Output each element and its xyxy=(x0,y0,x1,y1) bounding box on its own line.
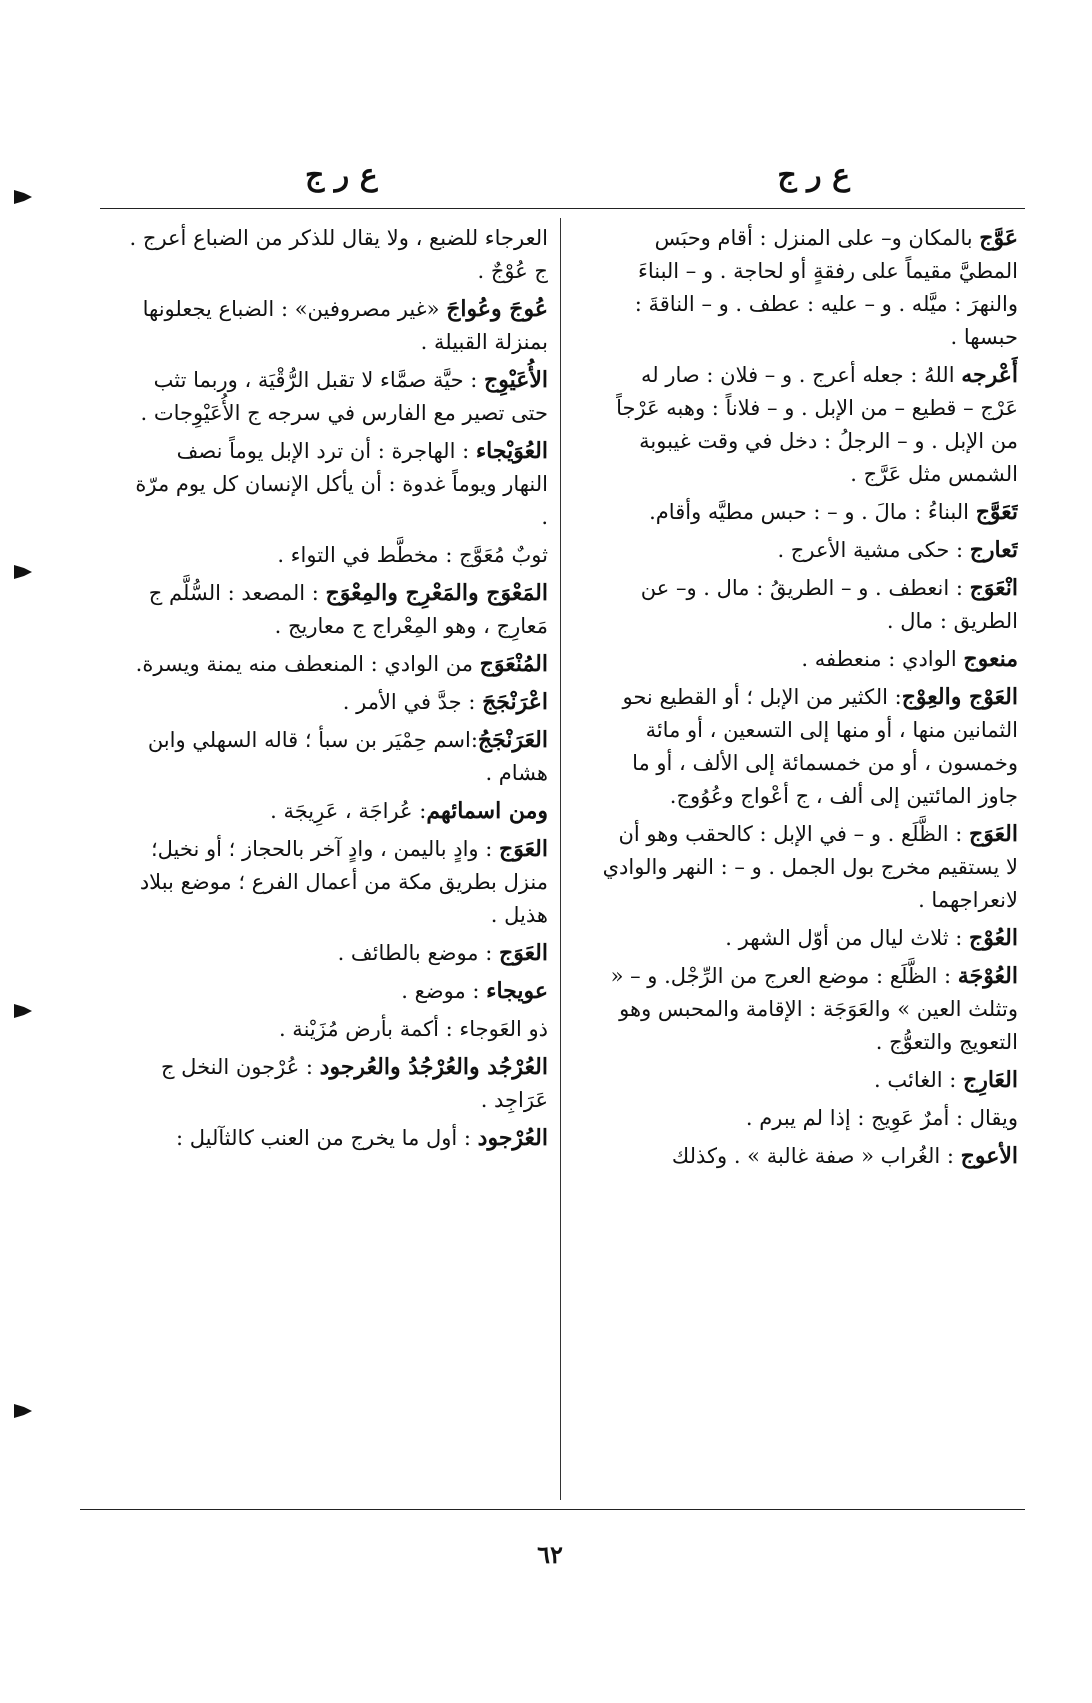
entry-definition: : الغائب . xyxy=(874,1068,964,1092)
dictionary-entry xyxy=(98,222,548,288)
entry-headword: العَرَنْجَجُ xyxy=(477,727,548,753)
entry-definition: العرجاء للضبع ، ولا يقال للذكر من الضباع أعرج . ج عُوْجٌ . xyxy=(129,226,548,283)
entry-definition: : ثلاث ليال من أوّل الشهر . xyxy=(725,926,969,950)
entry-headword: عُوجَ وعُواجَ xyxy=(446,296,548,322)
dictionary-entry xyxy=(572,643,1018,676)
entry-headword: انْعَوَج xyxy=(969,575,1018,601)
dictionary-entry xyxy=(98,1013,548,1046)
margin-mark-icon xyxy=(14,565,32,579)
entry-headword: العَوَج xyxy=(499,836,548,862)
dictionary-entry xyxy=(572,534,1018,567)
entry-definition: بالمكان و– على المنزل : أقام وحبَس المطيَّ مقيماً على رفقةٍ أو لحاجة . و – البناءَ والنهرَ : ميَّله . و – عليه : عطف . و – الناقةَ : حبسها . xyxy=(634,226,1018,349)
page-header xyxy=(95,158,1030,198)
entry-headword: العُوْجَة xyxy=(957,963,1018,989)
entry-definition: : المصعد : السُّلَّم ج مَعارِج ، وهو المِعْراج ج معاريج . xyxy=(148,581,548,638)
dictionary-entry xyxy=(572,960,1018,1059)
entry-headword: عويجاء xyxy=(486,978,548,1004)
dictionary-entry xyxy=(98,975,548,1008)
dictionary-entry xyxy=(98,686,548,719)
entry-definition: : حكى مشية الأعرج . xyxy=(777,538,970,562)
dictionary-entry xyxy=(572,496,1018,529)
entry-definition: ثوبٌ مُعَوَّج : مخطَّط في التواء . xyxy=(277,543,548,567)
entry-definition: : انعطف . و – الطريقُ : مال . و– عن الطريق : مال . xyxy=(640,576,1018,633)
entry-definition: : موضع بالطائف . xyxy=(337,941,499,965)
entry-headword: عَوَّج xyxy=(979,225,1018,251)
page-number: ٦٢ xyxy=(537,1540,563,1569)
dictionary-entry xyxy=(98,1122,548,1155)
dictionary-entry xyxy=(98,724,548,790)
margin-mark-icon xyxy=(14,1404,32,1418)
dictionary-entry xyxy=(98,577,548,643)
entry-definition: : الكثير من الإبل ؛ أو القطيع نحو الثمانين منها ، أو منها إلى التسعين ، أو مائة وخمسون ، أو من خمسمائة إلى الألف ، أو ما جاوز المائتين إلى ألف ، ج أعْواج وعُوُوج. xyxy=(622,685,1018,808)
entry-headword: المُنْعَوَج xyxy=(479,651,548,677)
header-right-letters: ع ر ج xyxy=(777,158,850,193)
dictionary-entry xyxy=(572,1140,1018,1173)
entry-definition: : الهاجرة : أن ترد الإبل يوماً نصف النهار ويوماً غدوة : أن يأكل الإنسان كل يوم مرّة . xyxy=(135,439,548,529)
entry-headword: العُرْجُد والعُرْجُدُ والعُرجود xyxy=(319,1054,548,1080)
entry-definition: : الغُراب « صفة غالبة » . وكذلك xyxy=(671,1144,961,1168)
entry-headword: منعوج xyxy=(963,646,1018,672)
dictionary-entry xyxy=(98,795,548,828)
entry-definition: : أول ما يخرج من العنب كالثآليل : xyxy=(175,1126,478,1150)
entry-headword: أَعْرجه xyxy=(961,362,1018,388)
dictionary-entry xyxy=(98,539,548,572)
margin-mark-icon xyxy=(14,190,32,204)
header-left-letters: ع ر ج xyxy=(305,158,378,193)
entry-definition: من الوادي : المنعطف منه يمنة ويسرة. xyxy=(135,652,480,676)
column-divider xyxy=(560,218,561,1500)
dictionary-entry xyxy=(98,648,548,681)
dictionary-entry xyxy=(98,364,548,430)
entry-definition: الوادي : منعطفه . xyxy=(801,647,964,671)
entry-headword: العَوَج xyxy=(969,821,1018,847)
dictionary-entry xyxy=(572,1102,1018,1135)
entry-definition: : الظَّلَع . و – في الإبل : كالحقب وهو أن لا يستقيم مخرج بول الجمل . و – : النهر والوادي لانعراجهما . xyxy=(602,822,1018,912)
dictionary-entry xyxy=(572,818,1018,917)
entry-definition: : جدَّ في الأمر . xyxy=(342,690,483,714)
dictionary-entry xyxy=(572,359,1018,491)
dictionary-entry xyxy=(98,937,548,970)
entry-headword: اعْرَنْجَجَ xyxy=(482,689,548,715)
entry-definition: :اسم حِمْيَر بن سبأ ؛ قاله السهلي وابن هشام . xyxy=(147,728,548,785)
left-column xyxy=(98,222,548,1502)
dictionary-entry xyxy=(572,1064,1018,1097)
dictionary-entry xyxy=(98,1051,548,1117)
entry-headword: العُوْج xyxy=(969,925,1018,951)
dictionary-entry xyxy=(98,435,548,534)
entry-headword: العُرْجود xyxy=(477,1125,548,1151)
entry-headword: تَعارج xyxy=(969,537,1018,563)
entry-definition: ويقال : أمرٌ عَوِيج : إذا لم يبرم . xyxy=(745,1106,1018,1130)
dictionary-entry xyxy=(98,293,548,359)
dictionary-entry xyxy=(572,572,1018,638)
dictionary-entry xyxy=(572,922,1018,955)
entry-definition: : الظَّلَع : موضع العرج من الرِّجْل. و – « وتثلث العين » والعَوَجَة : الإقامة والمحبس وهو التعويج والتعوُّج . xyxy=(610,964,1018,1054)
entry-headword: تَعَوَّج xyxy=(975,499,1018,525)
entry-definition: : حيَّة صمَّاء لا تقبل الرُّقْيَة ، وربما تثب حتى تصير مع الفارس في سرجه ج الأُعَيْوِجات . xyxy=(140,368,548,425)
dictionary-entry xyxy=(572,222,1018,354)
top-rule xyxy=(100,208,1025,209)
entry-headword: الأعوج xyxy=(960,1143,1018,1169)
entry-headword: العَوْج والعِوْج xyxy=(901,684,1018,710)
dictionary-entry xyxy=(572,681,1018,813)
dictionary-entry xyxy=(98,833,548,932)
entry-definition: ذو العَوجاء : أكمة بأرض مُزَيْنة . xyxy=(278,1017,548,1041)
entry-definition: : عُرْجون النخل ج عَرَاجِد . xyxy=(160,1055,548,1112)
entry-headword: ومن اسمائهم xyxy=(426,798,548,824)
entry-definition: : وادٍ باليمن ، وادٍ آخر بالحجاز ؛ أو نخيل؛منزل بطريق مكة من أعمال الفرع ؛ موضع ببلاد هذيل . xyxy=(139,837,548,927)
entry-definition: : عُراجَة ، عَرِيجَة . xyxy=(270,799,427,823)
right-column xyxy=(572,222,1018,1502)
entry-headword: الأُعَيْوِج xyxy=(484,367,548,393)
entry-headword: العَارِج xyxy=(963,1067,1018,1093)
entry-headword: المَعْوَج والمَعْرِج والمِعْوَج xyxy=(325,580,548,606)
entry-definition: «غير مصروفين» : الضباع يجعلونها بمنزلة القبيلة . xyxy=(142,297,548,354)
entry-definition: : موضع . xyxy=(401,979,487,1003)
entry-definition: اللهُ : جعله أعرج . و – فلان : صار له عَرْج – قطيع – من الإبل . و – فلاناً : وهبه عَرْجاً من الإبل . و – الرجلُ : دخل في وقت غيبوبة الشمس مثل عَرَّج . xyxy=(616,363,1018,486)
bottom-rule xyxy=(80,1509,1025,1510)
margin-mark-icon xyxy=(14,1004,32,1018)
entry-headword: العَوَج xyxy=(499,940,548,966)
entry-headword: العُوَيْجاء xyxy=(475,438,548,464)
entry-definition: البناءُ : مالَ . و – : حبس مطيَّه وأقام. xyxy=(649,500,976,524)
